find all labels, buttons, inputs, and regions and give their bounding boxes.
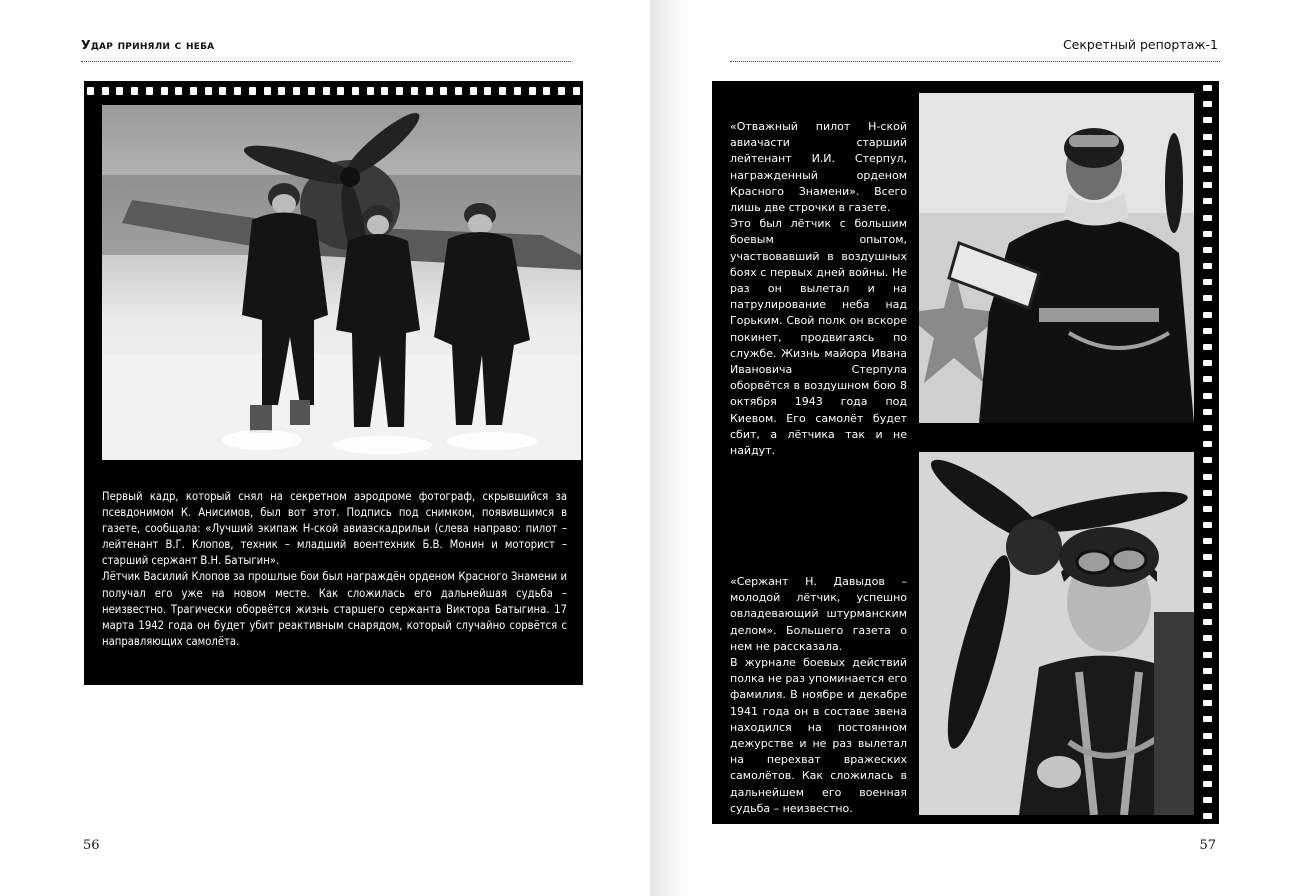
sprocket-hole [116, 87, 123, 95]
sprocket-hole [1203, 733, 1212, 739]
sprocket-hole [1203, 571, 1212, 577]
sprocket-hole [1203, 393, 1212, 399]
sprocket-hole [234, 87, 241, 95]
page-number-left: 56 [83, 838, 100, 853]
sprocket-hole [381, 87, 388, 95]
sprocket-hole [161, 87, 168, 95]
sprocket-hole [146, 87, 153, 95]
sprocket-hole [1203, 376, 1212, 382]
caption-top-paragraph-1: «Отважный пилот Н-ской авиачасти старший лейтенант И.И. Стерпул, награжденный орденом Красного Знамени». Всего лишь две строчки в газете. [730, 120, 907, 215]
sprocket-hole [1203, 668, 1212, 674]
header-rule-right [730, 61, 1220, 62]
sprocket-hole [1203, 749, 1212, 755]
sprocket-hole [102, 87, 109, 95]
photo-pilot-sterpul [919, 93, 1194, 423]
sprocket-hole [470, 87, 477, 95]
sprocket-hole [1203, 231, 1212, 237]
sprocket-hole [1203, 474, 1212, 480]
sprocket-hole [426, 87, 433, 95]
sprocket-hole [1203, 312, 1212, 318]
sprocket-hole [1203, 101, 1212, 107]
sprocket-hole [1203, 247, 1212, 253]
sprocket-hole [308, 87, 315, 95]
sprocket-hole [1203, 554, 1212, 560]
page-number-right: 57 [1199, 838, 1216, 853]
header-rule-left [81, 61, 571, 62]
sprocket-hole [1203, 344, 1212, 350]
caption-left-paragraph-2: Лётчик Василий Клопов за прошлые бои был награждён орденом Красного Знамени и получал его уже на новом месте. Как сложилась его дальнейшая судьба – неизвестно. Трагически оборвётся жизнь старшего сержанта Виктора Батыгина. 17 марта 1942 года он будет убит реактивным снарядом, который случайно сорвётся с направляющих самолёта. [102, 570, 567, 648]
sprocket-hole [131, 87, 138, 95]
sprocket-hole [1203, 700, 1212, 706]
film-strip-left [84, 81, 583, 685]
sprocket-hole [1203, 85, 1212, 91]
sprocket-hole [190, 87, 197, 95]
sprocket-hole [1203, 150, 1212, 156]
sprocket-hole [293, 87, 300, 95]
sprocket-hole [1203, 182, 1212, 188]
sprocket-hole [1203, 117, 1212, 123]
running-head-left: Удар приняли с неба [81, 37, 215, 52]
sprocket-hole [337, 87, 344, 95]
caption-bottom-paragraph-1: «Сержант Н. Давыдов – молодой лётчик, успешно овладевающий штурманским делом». Большего газета о нем не рассказала. [730, 575, 907, 653]
sprocket-hole [175, 87, 182, 95]
sprocket-hole [205, 87, 212, 95]
sprocket-hole [1203, 166, 1212, 172]
sprocket-hole [558, 87, 565, 95]
sprocket-hole [529, 87, 536, 95]
caption-left [102, 489, 567, 650]
sprocket-hole [1203, 781, 1212, 787]
sprocket-hole [1203, 295, 1212, 301]
sprocket-hole [1203, 587, 1212, 593]
caption-left-paragraph-1: Первый кадр, который снял на секретном аэродроме фотограф, скрывшийся за псевдонимом К. Анисимов, был вот этот. Подпись под снимком, появившимся в газете, сообщала: «Лучший экипаж Н-ской авиаэскадрильи (слева направо: пилот – лейтенант В.Г. Клопов, техник – младший воентехник Б.В. Монин и моторист – старший сержант В.Н. Батыгин». [102, 490, 567, 568]
sprocket-hole [1203, 797, 1212, 803]
sprocket-holes-top [84, 87, 583, 95]
sprocket-hole [264, 87, 271, 95]
photo-three-airmen [102, 105, 581, 460]
photo-pilot-davydov [919, 452, 1194, 815]
sprocket-hole [1203, 457, 1212, 463]
sprocket-hole [1203, 441, 1212, 447]
sprocket-hole [1203, 198, 1212, 204]
sprocket-hole [367, 87, 374, 95]
sprocket-hole [1203, 328, 1212, 334]
sprocket-hole [219, 87, 226, 95]
right-page [650, 0, 1300, 896]
sprocket-hole [1203, 684, 1212, 690]
sprocket-hole [440, 87, 447, 95]
sprocket-hole [323, 87, 330, 95]
sprocket-hole [1203, 134, 1212, 140]
sprocket-hole [1203, 263, 1212, 269]
sprocket-hole [1203, 409, 1212, 415]
sprocket-hole [352, 87, 359, 95]
sprocket-hole [1203, 538, 1212, 544]
sprocket-hole [396, 87, 403, 95]
sprocket-hole [1203, 490, 1212, 496]
sprocket-hole [1203, 716, 1212, 722]
sprocket-hole [573, 87, 580, 95]
sprocket-hole [455, 87, 462, 95]
sprocket-hole [499, 87, 506, 95]
sprocket-hole [514, 87, 521, 95]
caption-right-bottom [730, 574, 907, 817]
running-head-right: Секретный репортаж-1 [1062, 37, 1218, 52]
sprocket-hole [1203, 360, 1212, 366]
sprocket-hole [543, 87, 550, 95]
sprocket-hole [87, 87, 94, 95]
film-strip-right [712, 81, 1219, 824]
sprocket-hole [1203, 522, 1212, 528]
caption-top-paragraph-2: Это был лётчик с большим боевым опытом, участвовавший в воздушных боях с первых дней войны. Не раз он вылетал и на патрулирование неба над Горьким. Свой полк он вскоре покинет, продвигаясь по службе. Жизнь майора Ивана Ивановича Стерпула оборвётся в воздушном бою 8 октября 1943 года под Киевом. Его самолёт будет сбит, а лётчика так и не найдут. [730, 217, 907, 458]
sprocket-hole [1203, 765, 1212, 771]
sprocket-hole [1203, 652, 1212, 658]
caption-right-top [730, 119, 907, 459]
sprocket-hole [1203, 813, 1212, 819]
sprocket-hole [1203, 506, 1212, 512]
sprocket-hole [1203, 425, 1212, 431]
sprocket-hole [1203, 215, 1212, 221]
sprocket-hole [1203, 619, 1212, 625]
sprocket-hole [411, 87, 418, 95]
sprocket-hole [249, 87, 256, 95]
caption-bottom-paragraph-2: В журнале боевых действий полка не раз упоминается его фамилия. В ноябре и декабре 1941 года он в составе звена находился на постоянном дежурстве и не раз вылетал на перехват вражеских самолётов. Как сложилась в дальнейшем его военная судьба – неизвестно. [730, 656, 907, 815]
sprocket-hole [1203, 603, 1212, 609]
sprocket-hole [1203, 635, 1212, 641]
sprocket-hole [278, 87, 285, 95]
sprocket-hole [1203, 279, 1212, 285]
sprocket-holes-right [1203, 85, 1213, 820]
sprocket-hole [484, 87, 491, 95]
